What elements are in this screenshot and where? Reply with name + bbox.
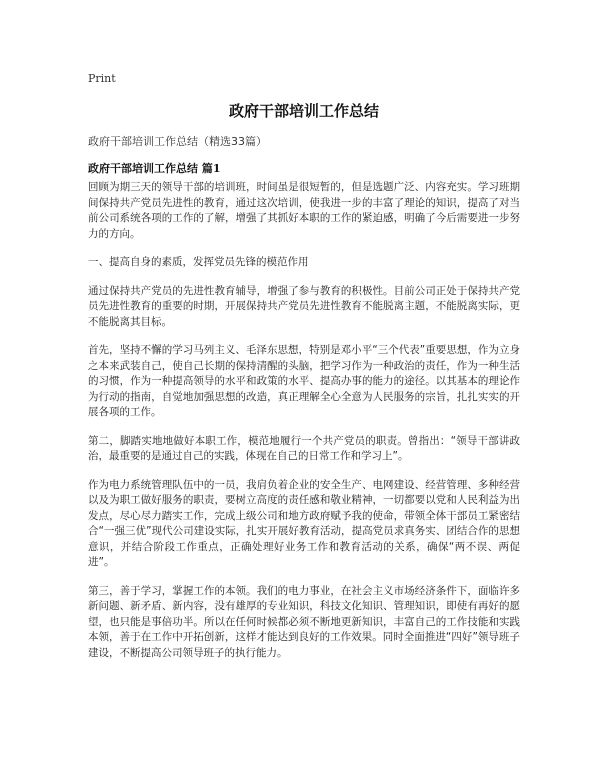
paragraph-intro: 回顾为期三天的领导干部的培训班，时间虽是很短暂的，但是选题广泛、内容充实。学习班期间保持共产党员先进性的教育，通过这次培训，使我进一步的丰富了理论的知识，提高了对当前公司系统各项的工作的了解，增强了其抓好本职的工作的紧迫感，明确了今后需要进一步努力的方向。 xyxy=(88,181,520,240)
paragraph-power-system: 作为电力系统管理队伍中的一员，我肩负着企业的安全生产、电网建设、经营管理、多种经营以及为职工做好服务的职责，要树立高度的责任感和敬业精神，一切都要以党和人民利益为出发点，尽心尽力踏实工作，完成上级公司和地方政府赋予我的使命，带领全体干部员工紧密结合“一强三优”现代公司建设实际，扎实开展好教育活动，提高党员求真务实、团结合作的思想意识，并结合阶段工作重点，正确处理好业务工作和教育活动的关系，确保“两不误、两促进”。 xyxy=(88,478,520,568)
paragraph-first: 首先，坚持不懈的学习马列主义、毛泽东思想，特别是邓小平“三个代表”重要思想，作为立身之本来武装自己，使自己长期的保持清醒的头脑，把学习作为一种政治的责任，作为一种生活的习惯，作为一种提高领导的水平和政策的水平、提高办事的能力的途径。以其基本的理论作为行动的指南，自觉地加强思想的改造，真正理解全心全意为人民服务的宗旨，扎扎实实的开展各项的工作。 xyxy=(88,344,520,418)
paragraph-second: 第二，脚踏实地地做好本职工作，模范地履行一个共产党员的职责。曾指出：“领导干部讲政治，最重要的是通过自己的实践，体现在自己的日常工作和学习上”。 xyxy=(88,434,520,462)
paragraph-third: 第三，善于学习，掌握工作的本领。我们的电力事业，在社会主义市场经济条件下，面临许多新问题、新矛盾、新内容，没有雄厚的专业知识，科技文化知识、管理知识，即使有再好的愿望，也只能是事倍功半。所以在任何时候都必须不断地更新知识，丰富自己的工作技能和实践本领，善于在工作中开拓创新，这样才能达到良好的工作效果。同时全面推进“四好”领导班子建设，不断提高公司领导班子的执行能力。 xyxy=(88,584,520,659)
section-title: 政府干部培训工作总结 篇1 xyxy=(88,162,221,175)
page-title: 政府干部培训工作总结 xyxy=(228,102,379,120)
paragraph-education: 通过保持共产党员的先进性教育辅导，增强了参与教育的积极性。目前公司正处于保持共产党员先进性教育的重要的时期，开展保持共产党员先进性教育不能脱离主题，不能脱离实际，更不能脱离其目标。 xyxy=(88,284,520,328)
document-subtitle: 政府干部培训工作总结（精选33篇） xyxy=(88,135,267,148)
print-label: Print xyxy=(88,72,116,85)
heading-point-1: 一、提高自身的素质，发挥党员先锋的模范作用 xyxy=(88,256,309,268)
document-body xyxy=(88,180,520,674)
